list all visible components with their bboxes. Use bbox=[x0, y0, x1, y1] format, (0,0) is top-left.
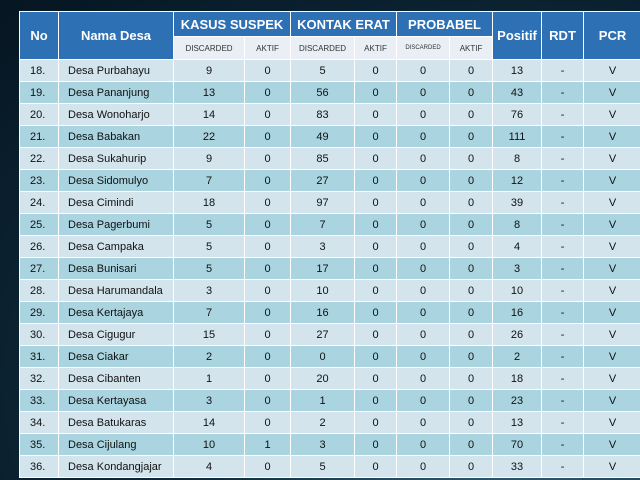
subheader-aktif: AKTIF bbox=[355, 37, 397, 60]
cell-positif: 10 bbox=[493, 280, 542, 302]
cell-rdt: - bbox=[542, 214, 584, 236]
cell-probabel-discarded: 0 bbox=[397, 104, 450, 126]
cell-probabel-discarded: 0 bbox=[397, 456, 450, 478]
cell-no: 35. bbox=[20, 434, 59, 456]
header-row bbox=[20, 12, 640, 37]
cell-nama-desa: Desa Campaka bbox=[59, 236, 174, 258]
col-header-probabel: PROBABEL bbox=[397, 12, 493, 37]
cell-probabel-aktif: 0 bbox=[450, 236, 493, 258]
cell-probabel-aktif: 0 bbox=[450, 390, 493, 412]
cell-kontak-discarded: 49 bbox=[291, 126, 355, 148]
cell-no: 36. bbox=[20, 456, 59, 478]
table-row bbox=[20, 302, 640, 324]
cell-pcr: V bbox=[584, 60, 640, 82]
cell-rdt: - bbox=[542, 456, 584, 478]
cell-kontak-discarded: 1 bbox=[291, 390, 355, 412]
cell-positif: 39 bbox=[493, 192, 542, 214]
table-row bbox=[20, 214, 640, 236]
cell-suspek-aktif: 0 bbox=[245, 148, 291, 170]
cell-probabel-discarded: 0 bbox=[397, 236, 450, 258]
cell-kontak-discarded: 16 bbox=[291, 302, 355, 324]
cell-suspek-discarded: 13 bbox=[174, 82, 245, 104]
cell-suspek-discarded: 5 bbox=[174, 214, 245, 236]
cell-pcr: V bbox=[584, 434, 640, 456]
cell-nama-desa: Desa Kertayasa bbox=[59, 390, 174, 412]
cell-kontak-discarded: 3 bbox=[291, 434, 355, 456]
subheader-aktif: AKTIF bbox=[450, 37, 493, 60]
cell-positif: 16 bbox=[493, 302, 542, 324]
cell-suspek-discarded: 15 bbox=[174, 324, 245, 346]
cell-kontak-discarded: 56 bbox=[291, 82, 355, 104]
cell-suspek-aktif: 0 bbox=[245, 192, 291, 214]
cell-suspek-discarded: 22 bbox=[174, 126, 245, 148]
cell-kontak-aktif: 0 bbox=[355, 104, 397, 126]
cell-pcr: V bbox=[584, 214, 640, 236]
cell-suspek-discarded: 5 bbox=[174, 258, 245, 280]
cell-kontak-aktif: 0 bbox=[355, 60, 397, 82]
table-row bbox=[20, 390, 640, 412]
cell-positif: 18 bbox=[493, 368, 542, 390]
cell-nama-desa: Desa Wonoharjo bbox=[59, 104, 174, 126]
cell-no: 24. bbox=[20, 192, 59, 214]
cell-nama-desa: Desa Cijulang bbox=[59, 434, 174, 456]
cell-kontak-aktif: 0 bbox=[355, 214, 397, 236]
cell-kontak-aktif: 0 bbox=[355, 148, 397, 170]
table-row bbox=[20, 170, 640, 192]
covid-village-table bbox=[19, 11, 640, 478]
cell-pcr: V bbox=[584, 82, 640, 104]
table-row bbox=[20, 456, 640, 478]
cell-no: 33. bbox=[20, 390, 59, 412]
cell-suspek-aktif: 0 bbox=[245, 368, 291, 390]
cell-no: 21. bbox=[20, 126, 59, 148]
cell-nama-desa: Desa Pagerbumi bbox=[59, 214, 174, 236]
cell-probabel-aktif: 0 bbox=[450, 214, 493, 236]
cell-rdt: - bbox=[542, 258, 584, 280]
cell-rdt: - bbox=[542, 126, 584, 148]
subheader-discarded: DISCARDED bbox=[174, 37, 245, 60]
cell-kontak-discarded: 5 bbox=[291, 60, 355, 82]
cell-nama-desa: Desa Bunisari bbox=[59, 258, 174, 280]
cell-pcr: V bbox=[584, 390, 640, 412]
cell-kontak-aktif: 0 bbox=[355, 192, 397, 214]
cell-pcr: V bbox=[584, 170, 640, 192]
cell-no: 19. bbox=[20, 82, 59, 104]
cell-positif: 8 bbox=[493, 148, 542, 170]
cell-rdt: - bbox=[542, 434, 584, 456]
cell-probabel-discarded: 0 bbox=[397, 302, 450, 324]
cell-positif: 23 bbox=[493, 390, 542, 412]
cell-no: 23. bbox=[20, 170, 59, 192]
cell-no: 22. bbox=[20, 148, 59, 170]
cell-no: 29. bbox=[20, 302, 59, 324]
cell-kontak-aktif: 0 bbox=[355, 456, 397, 478]
cell-probabel-discarded: 0 bbox=[397, 214, 450, 236]
cell-suspek-aktif: 0 bbox=[245, 456, 291, 478]
cell-rdt: - bbox=[542, 346, 584, 368]
cell-positif: 13 bbox=[493, 412, 542, 434]
cell-positif: 8 bbox=[493, 214, 542, 236]
cell-probabel-aktif: 0 bbox=[450, 104, 493, 126]
cell-kontak-aktif: 0 bbox=[355, 258, 397, 280]
cell-suspek-aktif: 0 bbox=[245, 302, 291, 324]
table-row bbox=[20, 258, 640, 280]
cell-positif: 70 bbox=[493, 434, 542, 456]
col-header-positif: Positif bbox=[493, 12, 542, 60]
cell-suspek-aktif: 0 bbox=[245, 346, 291, 368]
cell-suspek-discarded: 3 bbox=[174, 280, 245, 302]
table-row bbox=[20, 148, 640, 170]
table-row bbox=[20, 368, 640, 390]
table-row bbox=[20, 324, 640, 346]
cell-suspek-discarded: 9 bbox=[174, 60, 245, 82]
cell-probabel-aktif: 0 bbox=[450, 302, 493, 324]
cell-kontak-discarded: 27 bbox=[291, 170, 355, 192]
cell-suspek-discarded: 1 bbox=[174, 368, 245, 390]
cell-suspek-aktif: 0 bbox=[245, 126, 291, 148]
cell-positif: 76 bbox=[493, 104, 542, 126]
cell-nama-desa: Desa Batukaras bbox=[59, 412, 174, 434]
cell-positif: 3 bbox=[493, 258, 542, 280]
cell-pcr: V bbox=[584, 192, 640, 214]
cell-kontak-discarded: 27 bbox=[291, 324, 355, 346]
cell-pcr: V bbox=[584, 258, 640, 280]
cell-rdt: - bbox=[542, 60, 584, 82]
col-header-pcr: PCR bbox=[584, 12, 640, 60]
cell-kontak-discarded: 7 bbox=[291, 214, 355, 236]
cell-rdt: - bbox=[542, 82, 584, 104]
cell-probabel-aktif: 0 bbox=[450, 60, 493, 82]
cell-kontak-discarded: 2 bbox=[291, 412, 355, 434]
cell-probabel-aktif: 0 bbox=[450, 126, 493, 148]
cell-probabel-aktif: 0 bbox=[450, 192, 493, 214]
cell-nama-desa: Desa Cimindi bbox=[59, 192, 174, 214]
cell-kontak-discarded: 85 bbox=[291, 148, 355, 170]
cell-no: 32. bbox=[20, 368, 59, 390]
cell-nama-desa: Desa Ciakar bbox=[59, 346, 174, 368]
cell-probabel-aktif: 0 bbox=[450, 412, 493, 434]
cell-kontak-aktif: 0 bbox=[355, 368, 397, 390]
cell-probabel-discarded: 0 bbox=[397, 148, 450, 170]
cell-suspek-aktif: 0 bbox=[245, 214, 291, 236]
cell-rdt: - bbox=[542, 192, 584, 214]
cell-kontak-discarded: 0 bbox=[291, 346, 355, 368]
table-row bbox=[20, 280, 640, 302]
cell-kontak-aktif: 0 bbox=[355, 346, 397, 368]
cell-positif: 43 bbox=[493, 82, 542, 104]
cell-no: 28. bbox=[20, 280, 59, 302]
col-header-rdt: RDT bbox=[542, 12, 584, 60]
cell-probabel-aktif: 0 bbox=[450, 82, 493, 104]
cell-kontak-discarded: 3 bbox=[291, 236, 355, 258]
cell-kontak-discarded: 10 bbox=[291, 280, 355, 302]
cell-kontak-aktif: 0 bbox=[355, 280, 397, 302]
cell-probabel-aktif: 0 bbox=[450, 456, 493, 478]
cell-probabel-aktif: 0 bbox=[450, 280, 493, 302]
cell-kontak-aktif: 0 bbox=[355, 82, 397, 104]
cell-suspek-aktif: 0 bbox=[245, 258, 291, 280]
cell-suspek-discarded: 9 bbox=[174, 148, 245, 170]
cell-pcr: V bbox=[584, 280, 640, 302]
subheader-discarded: DISCARDED bbox=[291, 37, 355, 60]
cell-no: 20. bbox=[20, 104, 59, 126]
cell-suspek-aktif: 0 bbox=[245, 60, 291, 82]
cell-probabel-aktif: 0 bbox=[450, 434, 493, 456]
cell-no: 31. bbox=[20, 346, 59, 368]
cell-probabel-aktif: 0 bbox=[450, 170, 493, 192]
cell-rdt: - bbox=[542, 390, 584, 412]
cell-probabel-discarded: 0 bbox=[397, 368, 450, 390]
cell-pcr: V bbox=[584, 368, 640, 390]
col-header-kontak-erat: KONTAK ERAT bbox=[291, 12, 397, 37]
cell-kontak-discarded: 20 bbox=[291, 368, 355, 390]
cell-pcr: V bbox=[584, 346, 640, 368]
cell-suspek-aktif: 0 bbox=[245, 412, 291, 434]
cell-suspek-aktif: 1 bbox=[245, 434, 291, 456]
cell-pcr: V bbox=[584, 324, 640, 346]
cell-suspek-aktif: 0 bbox=[245, 82, 291, 104]
col-header-nama-desa: Nama Desa bbox=[59, 12, 174, 60]
cell-pcr: V bbox=[584, 302, 640, 324]
cell-nama-desa: Desa Babakan bbox=[59, 126, 174, 148]
cell-positif: 111 bbox=[493, 126, 542, 148]
table-row bbox=[20, 236, 640, 258]
cell-suspek-discarded: 7 bbox=[174, 302, 245, 324]
cell-nama-desa: Desa Kondangjajar bbox=[59, 456, 174, 478]
cell-kontak-aktif: 0 bbox=[355, 390, 397, 412]
cell-suspek-aktif: 0 bbox=[245, 236, 291, 258]
table-row bbox=[20, 126, 640, 148]
cell-positif: 12 bbox=[493, 170, 542, 192]
cell-pcr: V bbox=[584, 104, 640, 126]
cell-suspek-discarded: 3 bbox=[174, 390, 245, 412]
cell-no: 25. bbox=[20, 214, 59, 236]
cell-kontak-aktif: 0 bbox=[355, 236, 397, 258]
cell-probabel-aktif: 0 bbox=[450, 148, 493, 170]
cell-probabel-discarded: 0 bbox=[397, 346, 450, 368]
cell-rdt: - bbox=[542, 324, 584, 346]
cell-rdt: - bbox=[542, 148, 584, 170]
cell-probabel-aktif: 0 bbox=[450, 346, 493, 368]
cell-nama-desa: Desa Purbahayu bbox=[59, 60, 174, 82]
cell-kontak-discarded: 17 bbox=[291, 258, 355, 280]
cell-no: 18. bbox=[20, 60, 59, 82]
table-row bbox=[20, 412, 640, 434]
cell-nama-desa: Desa Sukahurip bbox=[59, 148, 174, 170]
cell-suspek-discarded: 10 bbox=[174, 434, 245, 456]
cell-kontak-discarded: 97 bbox=[291, 192, 355, 214]
cell-probabel-discarded: 0 bbox=[397, 390, 450, 412]
cell-nama-desa: Desa Cigugur bbox=[59, 324, 174, 346]
cell-no: 27. bbox=[20, 258, 59, 280]
cell-probabel-discarded: 0 bbox=[397, 412, 450, 434]
cell-probabel-aktif: 0 bbox=[450, 258, 493, 280]
cell-probabel-discarded: 0 bbox=[397, 192, 450, 214]
cell-probabel-discarded: 0 bbox=[397, 280, 450, 302]
cell-positif: 26 bbox=[493, 324, 542, 346]
table-row bbox=[20, 104, 640, 126]
cell-kontak-aktif: 0 bbox=[355, 170, 397, 192]
cell-kontak-discarded: 83 bbox=[291, 104, 355, 126]
col-header-no: No bbox=[20, 12, 59, 60]
cell-positif: 33 bbox=[493, 456, 542, 478]
table-row bbox=[20, 434, 640, 456]
cell-no: 30. bbox=[20, 324, 59, 346]
cell-positif: 13 bbox=[493, 60, 542, 82]
cell-probabel-aktif: 0 bbox=[450, 324, 493, 346]
cell-suspek-discarded: 14 bbox=[174, 412, 245, 434]
cell-no: 26. bbox=[20, 236, 59, 258]
cell-pcr: V bbox=[584, 148, 640, 170]
cell-nama-desa: Desa Cibanten bbox=[59, 368, 174, 390]
cell-kontak-aktif: 0 bbox=[355, 302, 397, 324]
cell-rdt: - bbox=[542, 104, 584, 126]
cell-suspek-aktif: 0 bbox=[245, 170, 291, 192]
table-row bbox=[20, 82, 640, 104]
cell-pcr: V bbox=[584, 126, 640, 148]
cell-nama-desa: Desa Kertajaya bbox=[59, 302, 174, 324]
cell-probabel-discarded: 0 bbox=[397, 126, 450, 148]
cell-probabel-discarded: 0 bbox=[397, 60, 450, 82]
cell-suspek-aktif: 0 bbox=[245, 280, 291, 302]
data-table-container bbox=[19, 11, 640, 478]
cell-suspek-discarded: 2 bbox=[174, 346, 245, 368]
cell-suspek-discarded: 7 bbox=[174, 170, 245, 192]
cell-kontak-aktif: 0 bbox=[355, 434, 397, 456]
cell-no: 34. bbox=[20, 412, 59, 434]
cell-positif: 4 bbox=[493, 236, 542, 258]
cell-probabel-discarded: 0 bbox=[397, 434, 450, 456]
cell-probabel-discarded: 0 bbox=[397, 170, 450, 192]
cell-suspek-aktif: 0 bbox=[245, 390, 291, 412]
subheader-discarded: DISCARDED bbox=[397, 37, 450, 60]
cell-suspek-aktif: 0 bbox=[245, 104, 291, 126]
cell-rdt: - bbox=[542, 170, 584, 192]
cell-suspek-aktif: 0 bbox=[245, 324, 291, 346]
cell-rdt: - bbox=[542, 302, 584, 324]
cell-pcr: V bbox=[584, 236, 640, 258]
cell-rdt: - bbox=[542, 412, 584, 434]
subheader-aktif: AKTIF bbox=[245, 37, 291, 60]
cell-nama-desa: Desa Pananjung bbox=[59, 82, 174, 104]
cell-suspek-discarded: 18 bbox=[174, 192, 245, 214]
cell-suspek-discarded: 14 bbox=[174, 104, 245, 126]
table-row bbox=[20, 60, 640, 82]
cell-probabel-discarded: 0 bbox=[397, 258, 450, 280]
cell-probabel-discarded: 0 bbox=[397, 82, 450, 104]
cell-nama-desa: Desa Harumandala bbox=[59, 280, 174, 302]
cell-suspek-discarded: 4 bbox=[174, 456, 245, 478]
cell-positif: 2 bbox=[493, 346, 542, 368]
col-header-kasus-suspek: KASUS SUSPEK bbox=[174, 12, 291, 37]
cell-rdt: - bbox=[542, 236, 584, 258]
cell-kontak-discarded: 5 bbox=[291, 456, 355, 478]
cell-probabel-aktif: 0 bbox=[450, 368, 493, 390]
table-row bbox=[20, 192, 640, 214]
cell-probabel-discarded: 0 bbox=[397, 324, 450, 346]
table-row bbox=[20, 346, 640, 368]
cell-pcr: V bbox=[584, 456, 640, 478]
cell-rdt: - bbox=[542, 280, 584, 302]
cell-pcr: V bbox=[584, 412, 640, 434]
cell-kontak-aktif: 0 bbox=[355, 412, 397, 434]
cell-nama-desa: Desa Sidomulyo bbox=[59, 170, 174, 192]
cell-suspek-discarded: 5 bbox=[174, 236, 245, 258]
cell-kontak-aktif: 0 bbox=[355, 126, 397, 148]
table-body bbox=[20, 60, 640, 478]
cell-kontak-aktif: 0 bbox=[355, 324, 397, 346]
cell-rdt: - bbox=[542, 368, 584, 390]
